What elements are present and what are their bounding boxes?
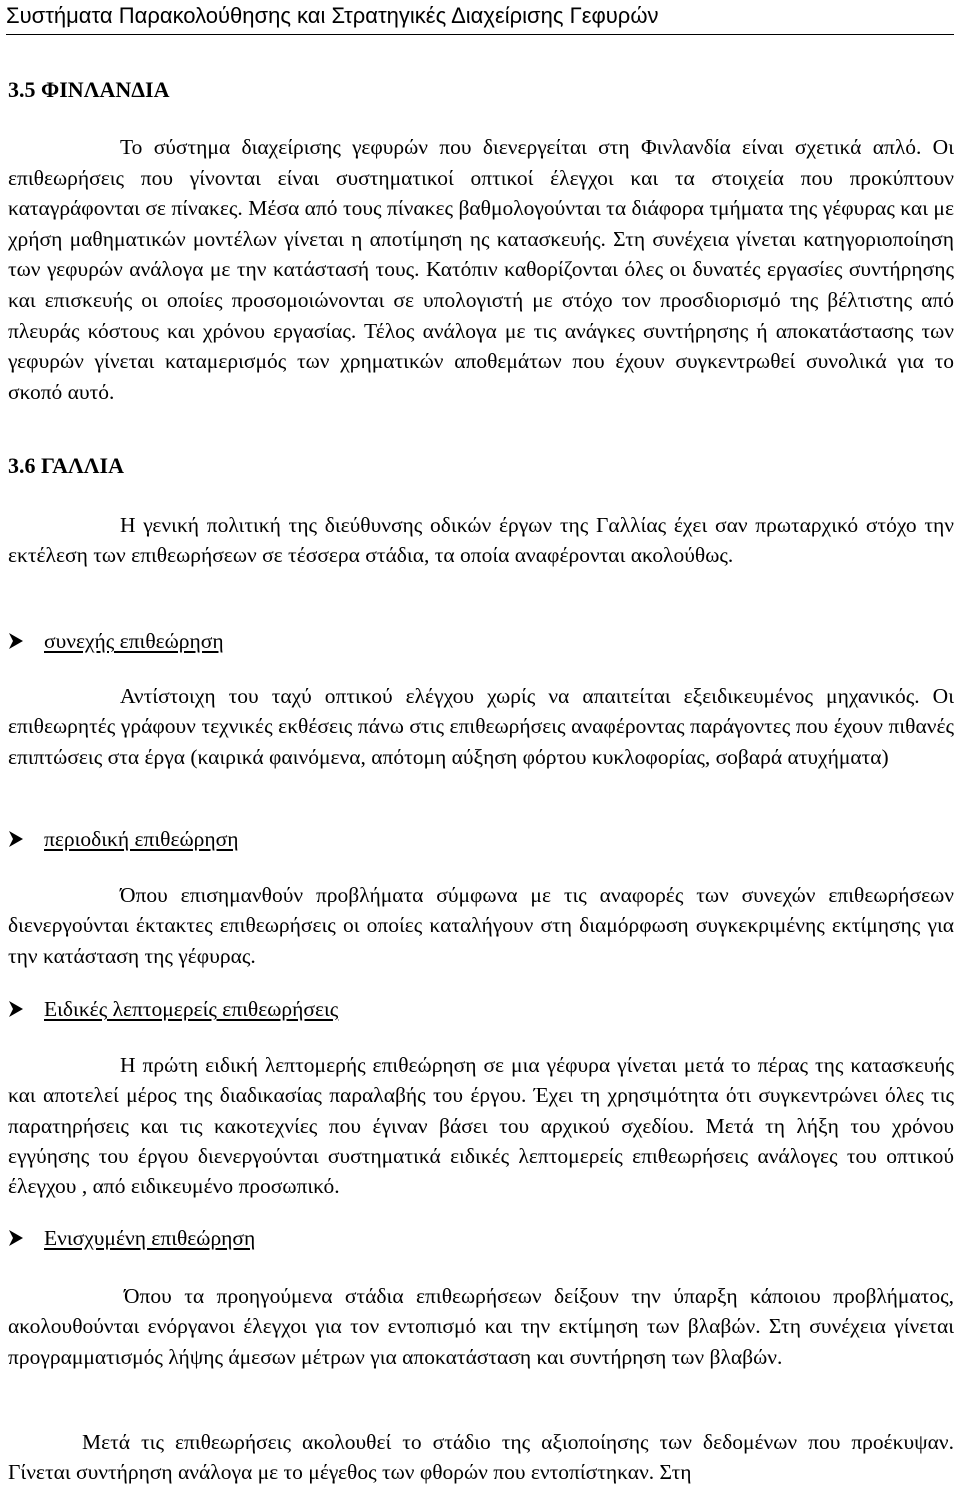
bullet-enhanced-inspection <box>8 1223 255 1253</box>
section-heading-finland: 3.5 ΦΙΝΛΑΝΔΙΑ <box>8 77 170 102</box>
bullet-periodic-inspection <box>8 824 238 854</box>
bullet-label: περιοδική επιθεώρηση <box>44 827 239 851</box>
bullet-special-detailed-inspections <box>8 994 338 1024</box>
bullet-continuous-inspection <box>8 626 224 656</box>
bullet-label: Ειδικές λεπτομερείς επιθεωρήσεις <box>44 997 339 1021</box>
running-header: Συστήματα Παρακολούθησης και Στρατηγικές Διαχείρισης Γεφυρών <box>6 3 659 28</box>
arrow-bullet-icon <box>8 1229 44 1247</box>
finland-paragraph: Το σύστημα διαχείρισης γεφυρών που διενεργείται στη Φινλανδία είναι σχετικά απλό. Οι επιθεωρήσεις που γίνονται είναι συστηματικοί οπτικοί έλεγχοι και τα στοιχεία που προκύπτουν καταγράφονται σε πίνακες. Μέσα από τους πίνακες βαθμολογούνται τα διάφορα τμήματα της γέφυρας και με χρήση μαθηματικών μοντέλων γίνεται η αποτίμηση ης κατασκευής. Στη συνέχεια γίνεται κατηγοριοποίηση των γεφυρών ανάλογα με την κατάστασή τους. Κατόπιν καθορίζονται όλες οι δυνατές εργασίες συντήρησης και επισκευής οι οποίες προσομοιώνονται σε υπολογιστή με στόχο τον προσδιορισμό της βέλτιστης από πλευράς κόστους και χρόνου εργασίας. Τέλος ανάλογα με τις ανάγκες συντήρησης ή αποκατάστασης των γεφυρών γίνεται καταμερισμός των χρηματικών αποθεμάτων που έχουν συγκεντρωθεί συνολικά για το σκοπό αυτό. <box>8 135 954 404</box>
france-paragraph: Η γενική πολιτική της διεύθυνσης οδικών έργων της Γαλλίας έχει σαν πρωταρχικό στόχο την εκτέλεση των επιθεωρήσεων σε τέσσερα στάδια, τα οποία αναφέρονται ακολούθως. <box>8 513 954 568</box>
header-rule <box>6 34 954 35</box>
enhanced-inspection-text: Όπου τα προηγούμενα στάδια επιθεωρήσεων δείξουν την ύπαρξη κάποιου προβλήματος, ακολουθούνται ενόργανοι έλεγχοι για τον εντοπισμό και την εκτίμηση των βλαβών. Στη συνέχεια γίνεται προγραμματισμός λήψης άμεσων μέτρων για αποκατάσταση και συντήρηση των βλαβών. <box>8 1284 954 1369</box>
arrow-bullet-icon <box>8 1000 44 1018</box>
arrow-bullet-icon <box>8 632 44 650</box>
bullet-label: Ενισχυμένη επιθεώρηση <box>44 1226 256 1250</box>
periodic-inspection-text: Όπου επισημανθούν προβλήματα σύμφωνα με τις αναφορές των συνεχών επιθεωρήσεων διενεργούνται έκτακτες επιθεωρήσεις οι οποίες καταλήγουν στη διαμόρφωση συγκεκριμένης εκτίμησης για την κατάσταση της γέφυρας. <box>8 883 954 968</box>
special-detailed-inspections-text: Η πρώτη ειδική λεπτομερής επιθεώρηση σε μια γέφυρα γίνεται μετά το πέρας της κατασκευής και αποτελεί μέρος της διαδικασίας παραλαβής του έργου. Έχει τη χρησιμότητα ότι συγκεντρώνει όλες τις παρατηρήσεις και τις κακοτεχνίες που έγιναν βάσει του αρχικού σχεδίου. Μετά τη λήξη του χρόνου εγγύησης του έργου διενεργούνται συστηματικά ειδικές λεπτομερείς επιθεωρήσεις ανάλογες του οπτικού έλεγχου , από ειδικευμένο προσωπικό. <box>8 1053 954 1199</box>
bullet-label: συνεχής επιθεώρηση <box>44 629 224 653</box>
arrow-bullet-icon <box>8 830 44 848</box>
continuous-inspection-text: Αντίστοιχη του ταχύ οπτικού ελέγχου χωρίς να απαιτείται εξειδικευμένος μηχανικός. Οι επιθεωρητές γράφουν τεχνικές εκθέσεις πάνω στις επιθεωρήσεις αναφέροντας παράγοντες που έχουν πιθανές επιπτώσεις στα έργα (καιρικά φαινόμενα, απότομη αύξηση φόρτου κυκλοφορίας, σοβαρά ατυχήματα) <box>8 684 954 769</box>
closing-paragraph: Μετά τις επιθεωρήσεις ακολουθεί το στάδιο της αξιοποίησης των δεδομένων που προέκυψαν. Γίνεται συντήρηση ανάλογα με το μέγεθος των φθορών που εντοπίστηκαν. Στη <box>8 1430 954 1485</box>
section-heading-france: 3.6 ΓΑΛΛΙΑ <box>8 453 124 478</box>
